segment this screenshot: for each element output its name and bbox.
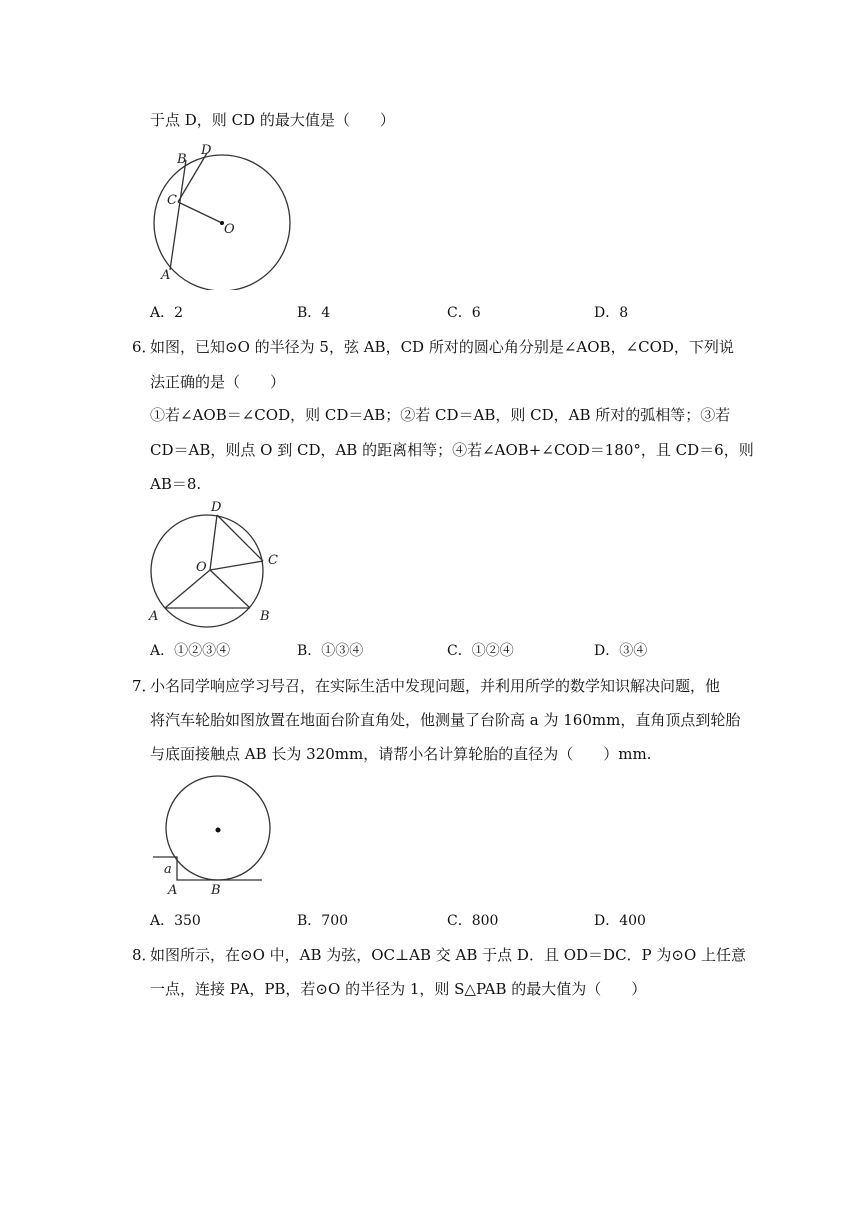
q7-number: 7． bbox=[132, 677, 157, 695]
q6-number: 6． bbox=[132, 338, 157, 356]
q7-option-d[interactable]: D．400 bbox=[594, 913, 646, 929]
q6-label-a: A bbox=[149, 609, 159, 624]
q7-line-3: 与底面接触点 AB 长为 320mm，请帮小名计算轮胎的直径为（ ）mm. bbox=[150, 745, 652, 763]
q6-line-3: ①若∠AOB＝∠COD，则 CD＝AB；②若 CD＝AB，则 CD，AB 所对的弧相等；③若 bbox=[150, 406, 731, 424]
q8-number: 8． bbox=[132, 946, 157, 964]
q6-option-c[interactable]: C．①②④ bbox=[447, 643, 514, 659]
q5-label-c: C bbox=[167, 193, 177, 208]
q5-option-a[interactable]: A．2 bbox=[150, 305, 184, 321]
q6-line-2: 法正确的是（ ） bbox=[150, 373, 286, 391]
q6-line-1: 如图，已知⊙O 的半径为 5，弦 AB，CD 所对的圆心角分别是∠AOB，∠COD，下列说 bbox=[150, 338, 734, 356]
q7-line-1: 小名同学响应学习号召，在实际生活中发现问题，并利用所学的数学知识解决问题，他 bbox=[150, 677, 721, 695]
q7-label-B: B bbox=[211, 883, 221, 898]
q6-figure bbox=[145, 498, 295, 628]
q5-label-b: B bbox=[177, 152, 187, 167]
q6-option-d[interactable]: D．③④ bbox=[594, 643, 648, 659]
q6-option-a[interactable]: A．①②③④ bbox=[150, 643, 231, 659]
q7-label-a-lower: a bbox=[164, 862, 172, 877]
q5-option-d[interactable]: D．8 bbox=[594, 305, 629, 321]
q6-label-d: D bbox=[211, 500, 222, 515]
q8-line-2: 一点，连接 PA，PB，若⊙O 的半径为 1，则 S△PAB 的最大值为（ ） bbox=[150, 980, 647, 998]
q6-label-c: C bbox=[268, 553, 278, 568]
q5-text-tail: 于点 D，则 CD 的最大值是（ ） bbox=[150, 111, 395, 129]
q5-label-a: A bbox=[161, 268, 171, 283]
q7-label-A: A bbox=[168, 883, 178, 898]
q7-line-2: 将汽车轮胎如图放置在地面台阶直角处，他测量了台阶高 a 为 160mm，直角顶点到轮胎 bbox=[150, 711, 741, 729]
q6-option-b[interactable]: B．①③④ bbox=[297, 643, 364, 659]
q7-figure bbox=[148, 772, 278, 902]
q5-label-d: D bbox=[201, 143, 212, 158]
q6-label-o: O bbox=[196, 560, 207, 575]
q7-option-b[interactable]: B．700 bbox=[297, 913, 349, 929]
q6-line-4: CD＝AB，则点 O 到 CD，AB 的距离相等；④若∠AOB+∠COD＝180°，且 CD＝6，则 bbox=[150, 441, 754, 459]
q5-option-b[interactable]: B．4 bbox=[297, 305, 331, 321]
q7-option-a[interactable]: A．350 bbox=[150, 913, 201, 929]
q5-figure bbox=[150, 140, 300, 290]
q6-label-b: B bbox=[260, 609, 270, 624]
q5-label-o: O bbox=[224, 222, 235, 237]
q6-line-5: AB＝8. bbox=[150, 475, 202, 493]
q5-option-c[interactable]: C．6 bbox=[447, 305, 481, 321]
q7-option-c[interactable]: C．800 bbox=[447, 913, 499, 929]
q8-line-1: 如图所示，在⊙O 中，AB 为弦，OC⊥AB 交 AB 于点 D．且 OD＝DC．P 为⊙O 上任意 bbox=[150, 946, 747, 964]
